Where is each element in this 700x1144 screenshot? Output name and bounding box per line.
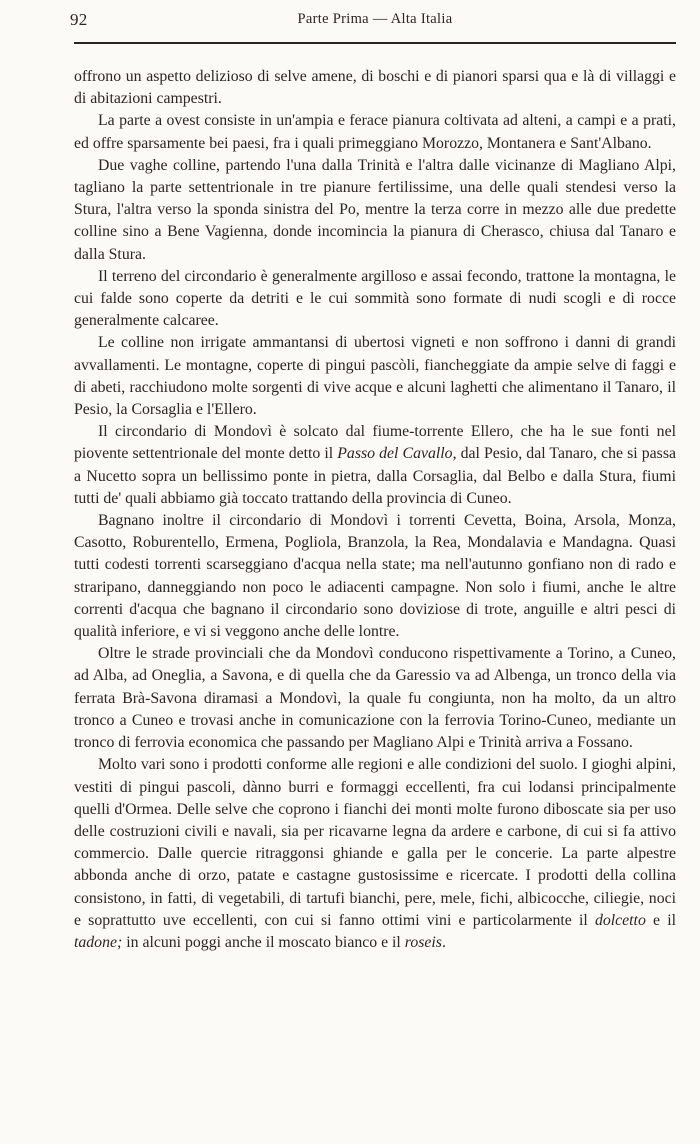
paragraph [74, 643, 676, 754]
italic-text: dolcetto [594, 911, 646, 929]
text-span: . [441, 933, 446, 951]
page-number: 92 [70, 10, 88, 29]
paragraph [74, 155, 676, 266]
running-head [70, 6, 676, 42]
paragraph [74, 66, 676, 110]
text-span: Oltre le strade provinciali che da Mondovì conducono rispettivamente a Torino, a Cuneo, ad Alba, ad Oneglia, a Savona, e di quella che da Garessio va ad Albenga, un tronco della via ferrata Brà-Savona diramasi a Mondovì, la quale fu congiunta, non ha molto, da un altro tronco a Cuneo e trovasi anche in comunicazione con la ferrovia Torino-Cuneo, mediante un tronco di ferrovia economica che passando per Magliano Alpi e Trinità arriva a Fossano. [74, 645, 676, 752]
book-page [70, 0, 676, 954]
text-span: e il [645, 911, 676, 929]
text-span: offrono un aspetto delizioso di selve amene, di boschi e di pianori sparsi qua e là di villaggi e di abitazioni campestri. [74, 68, 676, 108]
paragraph [74, 266, 676, 333]
text-span: Il circondario di Mondovì è solcato dal fiume-torrente Ellero, che ha le sue fonti nel piovente settentrionale del monte detto il [74, 423, 676, 463]
paragraph [74, 110, 676, 154]
text-span: Molto vari sono i prodotti conforme alle regioni e alle condizioni del suolo. I gioghi alpini, vestiti di pingui pascoli, dànno burri e formaggi eccellenti, fra cui lodansi principalmente quelli d'Ormea. Delle selve che coprono i fianchi dei monti molte furono diboscate sia per uso delle costruzioni civili e navali, sia per ricavarne legna da ardere e carbone, di cui si fa attivo commercio. Dalle quercie ritraggonsi ghiande e galla per le concerie. La parte alpestre abbonda anche di orzo, patate e castagne gustosissime e ricercate. I prodotti della collina consistono, in fatti, di vegetabili, di tartufi bianchi, pere, mele, fichi, albicocche, ciliegie, noci e soprattutto uve eccellenti, con cui si fanno ottimi vini e particolarmente il [74, 756, 676, 929]
body-text [74, 66, 676, 954]
paragraph [74, 754, 676, 954]
running-title: Parte Prima — Alta Italia [297, 11, 453, 27]
text-span: Due vaghe colline, partendo l'una dalla Trinità e l'altra dalle vicinanze di Magliano Alpi, tagliano la parte settentrionale in tre pianure fertilissime, una delle quali stendesi verso la Stura, l'altra verso la sponda sinistra del Po, mentre la terza corre in mezzo alle due predette colline sino a Bene Vagienna, donde incomincia la pianura di Cherasco, chiusa dal Tanaro e dalla Stura. [74, 156, 676, 263]
text-span: Bagnano inoltre il circondario di Mondovì i torrenti Cevetta, Boina, Arsola, Monza, Casotto, Roburentello, Ermena, Pogliola, Branzola, la Rea, Mondalavia e Mandagna. Quasi tutti codesti torrenti scarseggiano d'acqua nella state; ma nell'autunno gonfiano non di rado e straripano, danneggiando non poco le adiacenti campagne. Non solo i fiumi, anche le altre correnti d'acqua che bagnano il circondario sono doviziose di trote, anguille e altri pesci di qualità inferiore, e vi si veggono anche delle lontre. [74, 512, 676, 641]
text-span: Le colline non irrigate ammantansi di ubertosi vigneti e non soffrono i danni di grandi avvallamenti. Le montagne, coperte di pingui pascòli, fiancheggiate da ampie selve di faggi e di abeti, racchiudono molte sorgenti di vive acque e alcuni laghetti che alimentano il Tanaro, il Pesio, la Corsaglia e l'Ellero. [74, 334, 676, 419]
italic-text: roseis [404, 933, 442, 951]
text-span: in alcuni poggi anche il moscato bianco e il [122, 933, 405, 951]
header-rule [74, 42, 676, 44]
paragraph [74, 510, 676, 643]
paragraph [74, 332, 676, 421]
text-span: Il terreno del circondario è generalmente argilloso e assai fecondo, trattone la montagna, le cui falde sono coperte da detriti e le cui sommità sono formate di nudi scogli e di rocce generalmente calcaree. [74, 267, 676, 330]
italic-text: Passo del Cavallo [337, 445, 453, 463]
paragraph [74, 421, 676, 510]
text-span: La parte a ovest consiste in un'ampia e ferace pianura coltivata ad alteni, a campi e a prati, ed offre sparsamente bei paesi, fra i quali primeggiano Morozzo, Montanera e Sant'Albano. [74, 112, 676, 152]
text-span: , dal Pesio, dal Tanaro, che si passa a Nucetto sopra un bellissimo ponte in pietra, dalla Corsaglia, dal Belbo e dalla Stura, fiumi tutti de' quali abbiamo già toccato trattando della provincia di Cuneo. [74, 445, 676, 507]
italic-text: tadone; [74, 933, 123, 951]
